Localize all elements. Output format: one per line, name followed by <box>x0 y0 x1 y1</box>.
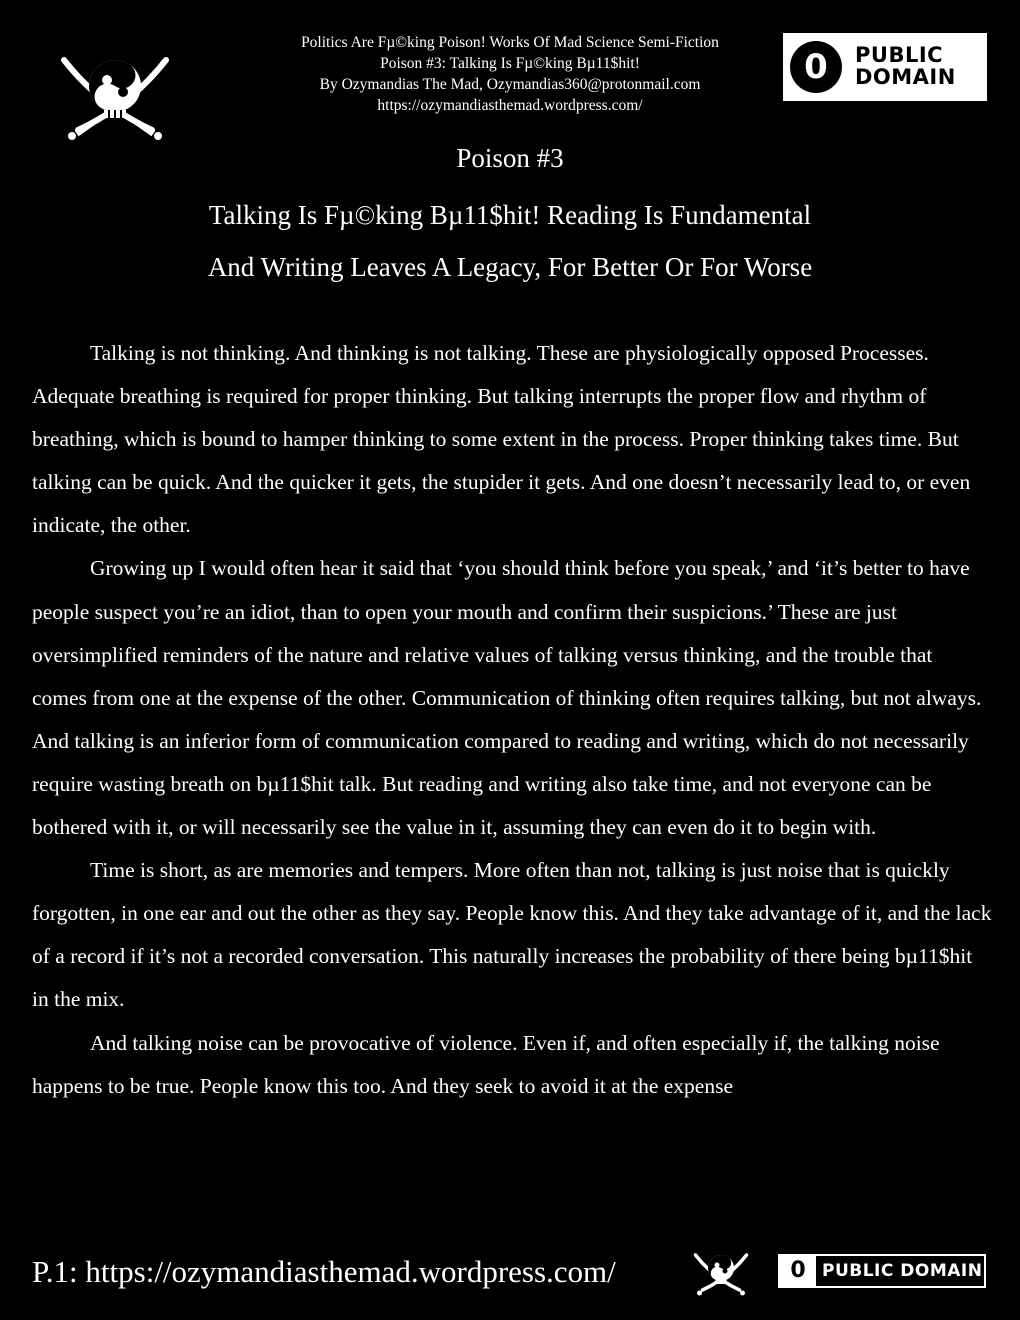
paragraph: And talking noise can be provocative of violence. Even if, and often especially if, the talking noise happens to be true. People know this too. And they seek to avoid it at the expense <box>32 1030 940 1098</box>
series-title: Politics Are Fµ©king Poison! Works Of Mad Science Semi-Fiction <box>301 34 719 51</box>
yin-yang-skull-crossed-swords-icon <box>60 46 170 146</box>
badge-text-line2: DOMAIN <box>855 65 956 89</box>
author-line: By Ozymandias The Mad, Ozymandias360@protonmail.com <box>319 76 701 93</box>
paragraph: Growing up I would often hear it said that ‘you should think before you speak,’ and ‘it’s better to have people suspect you’re an idiot, than to open your mouth and confirm their suspicions.’ These are just oversimplified reminders of the nature and relative values of talking versus thinking, and the trouble that comes from one at the expense of the other. Communication of thinking often requires talking, but not always. And talking is an inferior form of communication compared to reading and writing, which do not necessarily require wasting breath on bµ11$hit talk. But reading and writing also take time, and not everyone can be bothered with it, or will necessarily see the value in it, assuming they can even do it to begin with. <box>32 556 982 840</box>
chapter-title-line1: Talking Is Fµ©king Bµ11$hit! Reading Is Fundamental <box>208 200 812 230</box>
zero-mark: 0 <box>790 41 842 93</box>
poison-subtitle: Poison #3: Talking Is Fµ©king Bµ11$hit! <box>380 55 640 72</box>
badge-text-line1: PUBLIC <box>855 43 944 67</box>
paragraph: Time is short, as are memories and tempers. More often than not, talking is just noise that is quickly forgotten, in one ear and out the other as they say. People know this. And they take advantage of it, and the lack of a record if it’s not a recorded conversation. This naturally increases the probability of there being bµ11$hit in the mix. <box>32 858 992 1012</box>
chapter-number: Poison #3 <box>456 143 564 173</box>
public-domain-icon <box>778 1254 986 1288</box>
paragraph: Talking is not thinking. And thinking is not talking. These are physiologically opposed Processes. Adequate breathing is required for proper thinking. But talking interrupts the proper flow and rhythm of breathing, which is bound to hamper thinking to some extent in the process. Proper thinking takes time. But talking can be quick. And the quicker it gets, the stupider it gets. And one doesn’t necessarily lead to, or even indicate, the other. <box>32 341 971 538</box>
body-text <box>32 332 992 1108</box>
chapter-title-line2: And Writing Leaves A Legacy, For Better Or For Worse <box>207 252 813 282</box>
badge-text <box>855 44 956 88</box>
chapter-titles <box>0 138 1020 293</box>
page-footer <box>0 1248 1020 1298</box>
website-line: https://ozymandiasthemad.wordpress.com/ <box>377 97 643 114</box>
zero-mark: 0 <box>780 1256 816 1286</box>
footer-page-url: P.1: https://ozymandiasthemad.wordpress.com/ <box>32 1254 616 1289</box>
yin-yang-skull-crossed-swords-icon <box>686 1248 756 1298</box>
badge-text: PUBLIC DOMAIN <box>822 1261 983 1281</box>
header-text <box>230 32 790 116</box>
public-domain-icon <box>783 33 987 101</box>
page-header <box>0 32 1020 122</box>
